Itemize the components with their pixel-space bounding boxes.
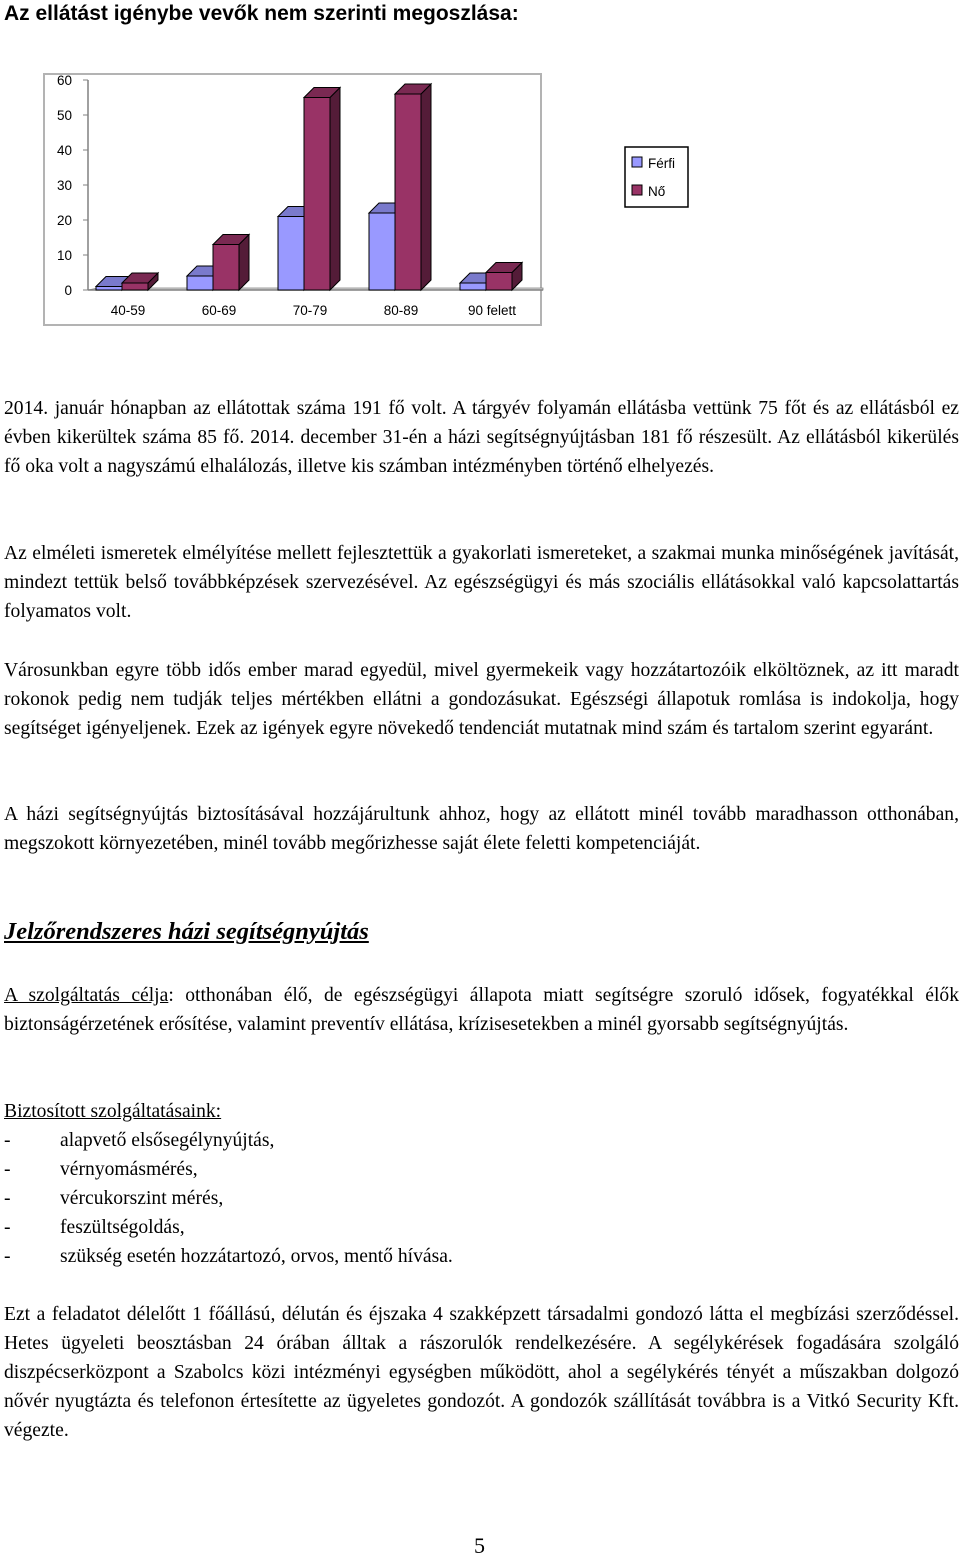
- y-tick-label: 20: [56, 213, 72, 228]
- list-item: - alapvető elsősegélynyújtás,: [4, 1130, 275, 1151]
- bar-Nő-60-69: [213, 235, 249, 291]
- list-item: - vércukorszint mérés,: [4, 1188, 224, 1209]
- bar-Nő-40-59: [122, 273, 158, 290]
- y-tick-label: 60: [56, 73, 72, 88]
- services-label-line: [4, 1097, 959, 1126]
- list-item: - vérnyomásmérés,: [4, 1159, 198, 1180]
- page-number: 5: [474, 1533, 485, 1558]
- y-tick-label: 10: [56, 248, 72, 263]
- paragraph-4: A házi segítségnyújtás biztosításával hozzájárultunk ahhoz, hogy az ellátott minél tovább maradhasson otthonában, megszokott környezetében, minél tovább megőrizhesse saját élete feletti kompetenciáját.: [4, 804, 959, 854]
- y-tick-label: 50: [56, 108, 72, 123]
- goal-text: : otthonában élő, de egészségügyi állapota miatt segítségre szoruló idősek, fogyatékkal élők biztonságérzetének erősítése, valamint preventív ellátása, krízisesetekben a minél gyorsabb segítségnyújtás.: [4, 985, 959, 1035]
- legend-label-no: Nő: [648, 184, 666, 199]
- legend-swatch-ferfi: [632, 157, 642, 167]
- gender-distribution-chart: [0, 40, 720, 330]
- x-tick-label: 60-69: [201, 303, 237, 318]
- chart-legend: [625, 147, 688, 207]
- bar-Nő-90 felett: [486, 263, 522, 291]
- list-item: - feszültségoldás,: [4, 1217, 185, 1238]
- bar-Nő-70-79: [304, 88, 340, 291]
- paragraph-3: Városunkban egyre több idős ember marad egyedül, mivel gyermekeik vagy hozzátartozóik elköltöznek, az itt maradt rokonok pedig nem tudják teljes mértékben ellátni a gondozásukat. Egészségi állapotuk romlása is indokolja, hogy segítséget igényeljenek. Ezek az igények egyre növekedő tendenciát mutatnak mind szám és tartalom szerint egyaránt.: [4, 660, 959, 739]
- services-list: [4, 1126, 453, 1271]
- x-tick-label: 70-79: [292, 303, 328, 318]
- goal-paragraph: [4, 981, 959, 1039]
- chart-heading: Az ellátást igénybe vevők nem szerinti megoszlása:: [4, 2, 519, 25]
- services-label: Biztosított szolgáltatásaink:: [4, 1101, 222, 1122]
- goal-label: A szolgáltatás célja: [4, 985, 169, 1006]
- y-tick-label: 0: [64, 283, 72, 298]
- x-tick-label: 80-89: [383, 303, 419, 318]
- paragraph-2: Az elméleti ismeretek elmélyítése mellett fejlesztettük a gyakorlati ismereteket, a szakmai munka minőségének javítását, mindezt tettük belső továbbképzések szervezésével. Az egészségügyi és más szociális ellátásokkal való kapcsolattartás folyamatos volt.: [4, 543, 959, 622]
- x-tick-label: 90 felett: [467, 303, 517, 318]
- final-paragraph: Ezt a feladatot délelőtt 1 főállású, délután és éjszaka 4 szakképzett társadalmi gondozó látta el megbízási szerződéssel. Hetes ügyeleti beosztásban 24 órában álltak a rászorulók rendelkezésére. A segélykérések fogadására szolgáló diszpécserközpont a Szabolcs közi intézményi egységben működött, ahol a segélykérés tényét a műszakban dolgozó nővér nyugtázta és telefonon értesítette az ügyeletes gondozót. A gondozók szállítását továbbra is a Vitkó Security Kft. végezte.: [4, 1304, 959, 1441]
- y-tick-label: 40: [56, 143, 72, 158]
- list-item: - szükség esetén hozzátartozó, orvos, mentő hívása.: [4, 1246, 453, 1267]
- bar-Nő-80-89: [395, 84, 431, 290]
- legend-label-ferfi: Férfi: [648, 156, 675, 171]
- section-title: Jelzőrendszeres házi segítségnyújtás: [4, 918, 369, 945]
- y-tick-label: 30: [56, 178, 72, 193]
- paragraph-1: 2014. január hónapban az ellátottak száma 191 fő volt. A tárgyév folyamán ellátásba vettünk 75 főt és az ellátásból ez évben kikerültek száma 85 fő. 2014. december 31-én a házi segítségnyújtásban 181 fő részesült. Az ellátásból kikerülés fő oka volt a nagyszámú elhalálozás, illetve kis számban intézményben történő elhelyezés.: [4, 398, 959, 477]
- legend-swatch-no: [632, 185, 642, 195]
- x-tick-label: 40-59: [110, 303, 146, 318]
